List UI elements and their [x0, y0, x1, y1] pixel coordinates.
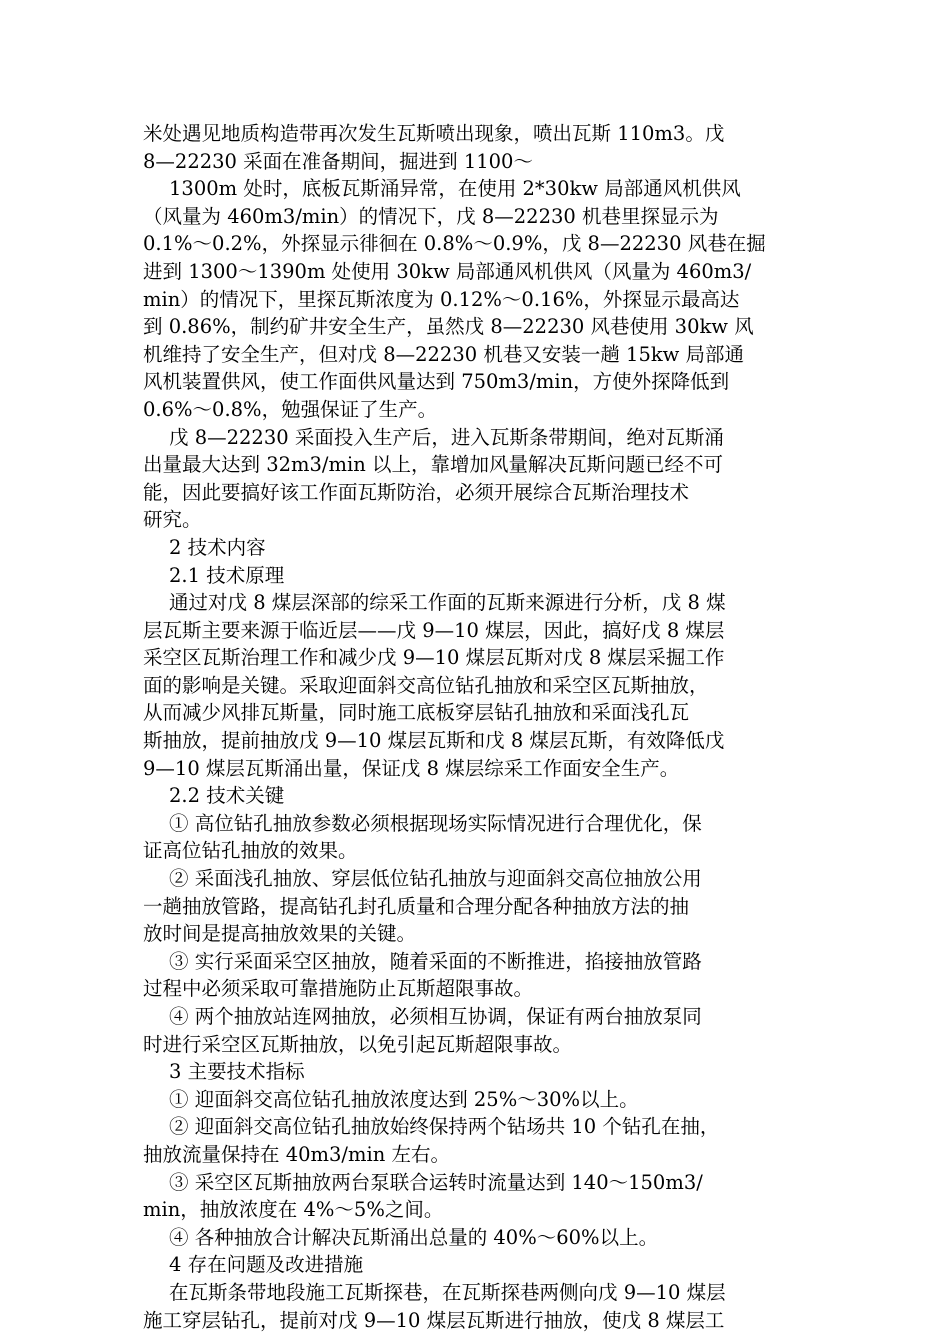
text-line: 2.2 技术关键	[169, 784, 285, 808]
text-line: ③ 采空区瓦斯抽放两台泵联合运转时流量达到 140～150m3/	[169, 1170, 703, 1194]
text-line: ③ 实行采面采空区抽放，随着采面的不断推进，掐接抽放管路	[169, 949, 702, 973]
text-line: 一趟抽放管路，提高钻孔封孔质量和合理分配各种抽放方法的抽	[143, 894, 690, 918]
text-line: 2 技术内容	[169, 535, 266, 559]
text-line: 1300m 处时，底板瓦斯涌异常，在使用 2*30kw 局部通风机供风	[169, 177, 741, 201]
text-line: 到 0.86%，制约矿井安全生产，虽然戊 8—22230 风巷使用 30kw 风	[143, 315, 754, 339]
text-line: 面的影响是关键。采取迎面斜交高位钻孔抽放和采空区瓦斯抽放，	[143, 673, 709, 697]
text-line: min，抽放浓度在 4%～5%之间。	[143, 1198, 444, 1222]
text-line: 4 存在问题及改进措施	[169, 1253, 364, 1277]
text-line: 机维持了安全生产，但对戊 8—22230 机巷又安装一趟 15kw 局部通	[143, 342, 745, 366]
text-line: 斯抽放，提前抽放戊 9—10 煤层瓦斯和戊 8 煤层瓦斯，有效降低戊	[143, 729, 725, 753]
text-line: ② 采面浅孔抽放、穿层低位钻孔抽放与迎面斜交高位抽放公用	[169, 867, 702, 891]
text-line: 施工穿层钻孔，提前对戊 9—10 煤层瓦斯进行抽放，使戊 8 煤层工	[143, 1308, 725, 1332]
text-line: （风量为 460m3/min）的情况下，戊 8—22230 机巷里探显示为	[143, 204, 719, 228]
text-line: 9—10 煤层瓦斯涌出量，保证戊 8 煤层综采工作面安全生产。	[143, 756, 680, 780]
text-line: 进到 1300～1390m 处使用 30kw 局部通风机供风（风量为 460m3/	[143, 259, 752, 283]
text-line: 戊 8—22230 采面投入生产后，进入瓦斯条带期间，绝对瓦斯涌	[169, 425, 724, 449]
text-line: ① 高位钻孔抽放参数必须根据现场实际情况进行合理优化，保	[169, 811, 702, 835]
text-line: 米处遇见地质构造带再次发生瓦斯喷出现象，喷出瓦斯 110m3。戊	[143, 122, 725, 145]
text-line: 在瓦斯条带地段施工瓦斯探巷，在瓦斯探巷两侧向戊 9—10 煤层	[169, 1280, 726, 1304]
text-line: 能，因此要搞好该工作面瓦斯防治，必须开展综合瓦斯治理技术	[143, 480, 690, 504]
text-line: 出量最大达到 32m3/min 以上，靠增加风量解决瓦斯问题已经不可	[143, 453, 723, 477]
text-line: 0.1%～0.2%，外探显示徘徊在 0.8%～0.9%，戊 8—22230 风巷在掘	[143, 232, 766, 256]
text-line: ② 迎面斜交高位钻孔抽放始终保持两个钻场共 10 个钻孔在抽，	[169, 1115, 720, 1139]
text-line: 证高位钻孔抽放的效果。	[143, 839, 358, 863]
text-line: 时进行采空区瓦斯抽放，以免引起瓦斯超限事故。	[143, 1032, 573, 1056]
text-line: 从而减少风排瓦斯量，同时施工底板穿层钻孔抽放和采面浅孔瓦	[143, 701, 690, 725]
text-line: ④ 两个抽放站连网抽放，必须相互协调，保证有两台抽放泵同	[169, 1005, 702, 1028]
text-line: 层瓦斯主要来源于临近层——戊 9—10 煤层，因此，搞好戊 8 煤层	[143, 618, 725, 642]
text-line: ① 迎面斜交高位钻孔抽放浓度达到 25%～30%以上。	[169, 1087, 639, 1111]
text-line: 放时间是提高抽放效果的关键。	[143, 922, 417, 946]
text-line: ④ 各种抽放合计解决瓦斯涌出总量的 40%～60%以上。	[169, 1225, 659, 1249]
text-line: min）的情况下，里探瓦斯浓度为 0.12%～0.16%，外探显示最高达	[143, 287, 740, 311]
text-line: 研究。	[143, 508, 202, 532]
text-line: 抽放流量保持在 40m3/min 左右。	[143, 1142, 450, 1166]
text-line: 通过对戊 8 煤层深部的综采工作面的瓦斯来源进行分析，戊 8 煤	[169, 591, 726, 615]
text-line: 风机装置供风，使工作面供风量达到 750m3/min，方使外探降低到	[143, 370, 730, 394]
text-line: 3 主要技术指标	[169, 1060, 305, 1084]
document-body	[143, 120, 793, 1334]
text-line: 2.1 技术原理	[169, 563, 285, 587]
text-line: 采空区瓦斯治理工作和减少戊 9—10 煤层瓦斯对戊 8 煤层采掘工作	[143, 646, 725, 670]
text-line: 0.6%～0.8%，勉强保证了生产。	[143, 397, 438, 421]
text-line: 过程中必须采取可靠措施防止瓦斯超限事故。	[143, 977, 534, 1001]
text-line: 8—22230 采面在准备期间，掘进到 1100～	[143, 149, 533, 173]
